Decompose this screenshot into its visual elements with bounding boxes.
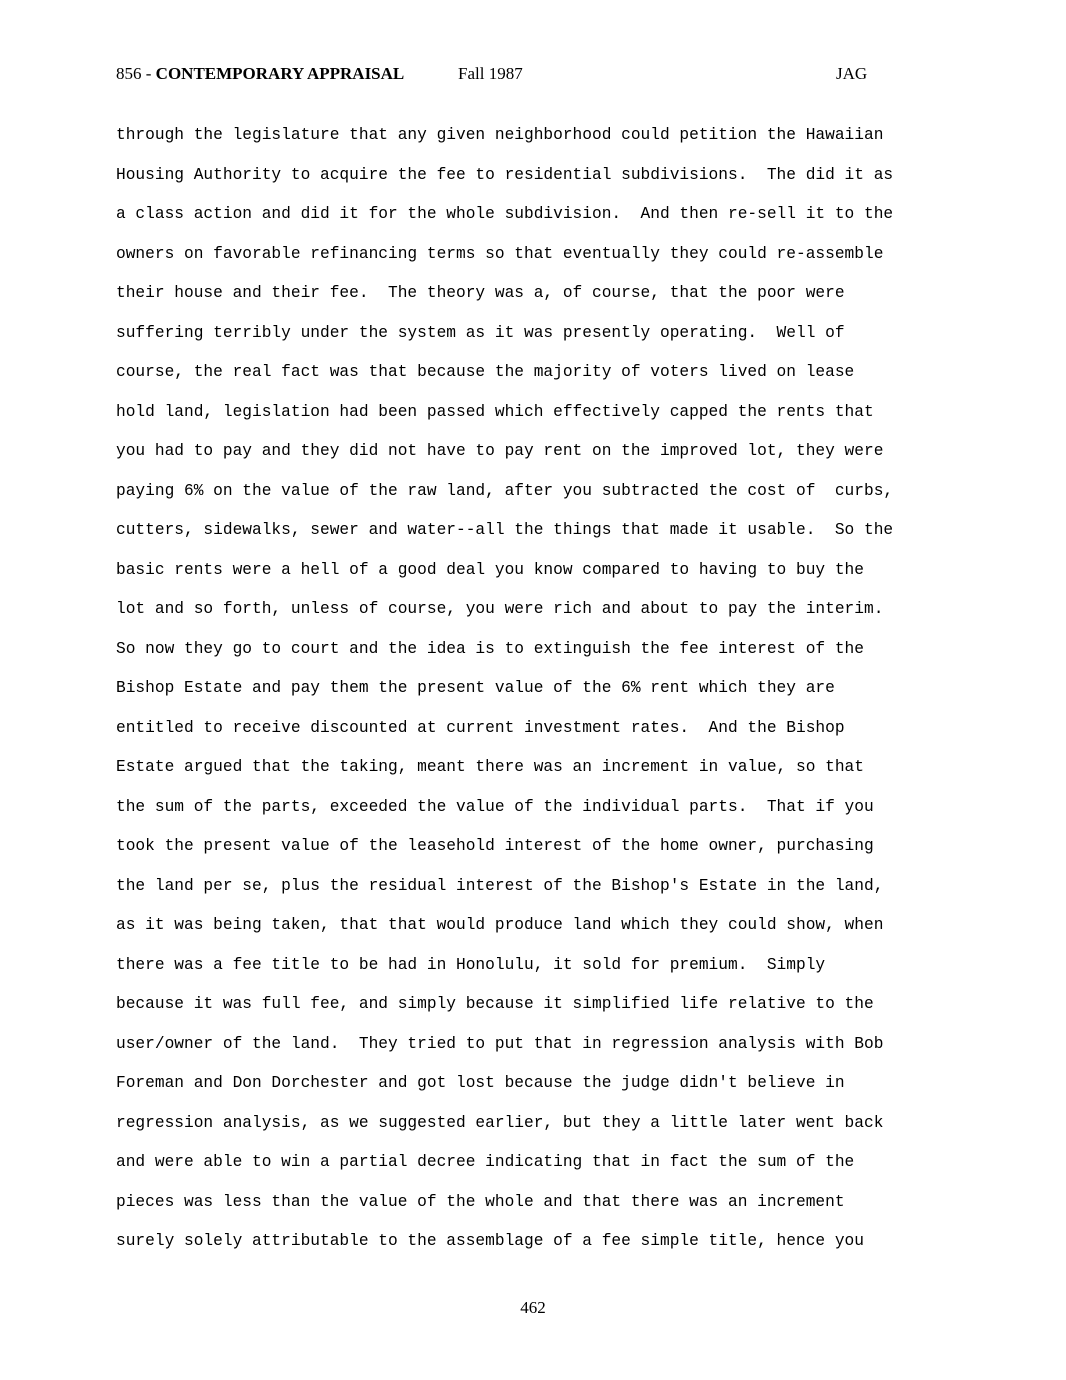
text-line: Bishop Estate and pay them the present value of the 6% rent which they are	[116, 679, 835, 697]
course-heading	[116, 62, 404, 86]
course-title: CONTEMPORARY APPRAISAL	[155, 64, 405, 83]
text-line: there was a fee title to be had in Honolulu, it sold for premium. Simply	[116, 955, 826, 974]
text-line: So now they go to court and the idea is to extinguish the fee interest of the	[116, 639, 864, 658]
transcript-body	[116, 116, 976, 1262]
text-line: paying 6% on the value of the raw land, after you subtracted the cost of curbs,	[116, 481, 894, 500]
text-line: Housing Authority to acquire the fee to residential subdivisions. The did it as	[116, 165, 894, 184]
text-line: basic rents were a hell of a good deal you know compared to having to buy the	[116, 560, 864, 579]
author-initials: JAG	[836, 64, 868, 83]
text-line: as it was being taken, that that would produce land which they could show, when	[116, 916, 884, 934]
text-line: their house and their fee. The theory was a, of course, that the poor were	[116, 284, 845, 302]
text-line: took the present value of the leasehold interest of the home owner, purchasing	[116, 837, 874, 855]
text-line: entitled to receive discounted at current investment rates. And the Bishop	[116, 718, 845, 737]
text-line: pieces was less than the value of the whole and that there was an increment	[116, 1192, 845, 1211]
text-line: owners on favorable refinancing terms so that eventually they could re-assemble	[116, 244, 884, 263]
text-line: because it was full fee, and simply because it simplified life relative to the	[116, 995, 874, 1013]
text-line: surely solely attributable to the assemblage of a fee simple title, hence you	[116, 1232, 864, 1250]
text-line: and were able to win a partial decree indicating that in fact the sum of the	[116, 1153, 855, 1171]
course-number: 856 -	[116, 64, 156, 83]
text-line: suffering terribly under the system as it was presently operating. Well of	[116, 323, 845, 342]
page-number: 462	[520, 1298, 546, 1317]
text-line: user/owner of the land. They tried to put that in regression analysis with Bob	[116, 1034, 884, 1053]
text-line: cutters, sidewalks, sewer and water--all the things that made it usable. So the	[116, 521, 894, 539]
text-line: Foreman and Don Dorchester and got lost because the judge didn't believe in	[116, 1074, 845, 1092]
text-line: you had to pay and they did not have to pay rent on the improved lot, they were	[116, 442, 884, 460]
text-line: lot and so forth, unless of course, you were rich and about to pay the interim.	[116, 600, 884, 618]
text-line: the land per se, plus the residual interest of the Bishop's Estate in the land,	[116, 876, 884, 895]
text-line: a class action and did it for the whole subdivision. And then re-sell it to the	[116, 205, 894, 223]
term-label: Fall 1987	[458, 64, 523, 83]
text-line: hold land, legislation had been passed which effectively capped the rents that	[116, 402, 874, 421]
text-line: course, the real fact was that because the majority of voters lived on lease	[116, 363, 855, 381]
page-header	[116, 62, 876, 86]
text-line: Estate argued that the taking, meant there was an increment in value, so that	[116, 758, 864, 776]
text-line: through the legislature that any given neighborhood could petition the Hawaiian	[116, 126, 884, 144]
text-line: the sum of the parts, exceeded the value of the individual parts. That if you	[116, 797, 874, 816]
text-line: regression analysis, as we suggested earlier, but they a little later went back	[116, 1113, 884, 1132]
